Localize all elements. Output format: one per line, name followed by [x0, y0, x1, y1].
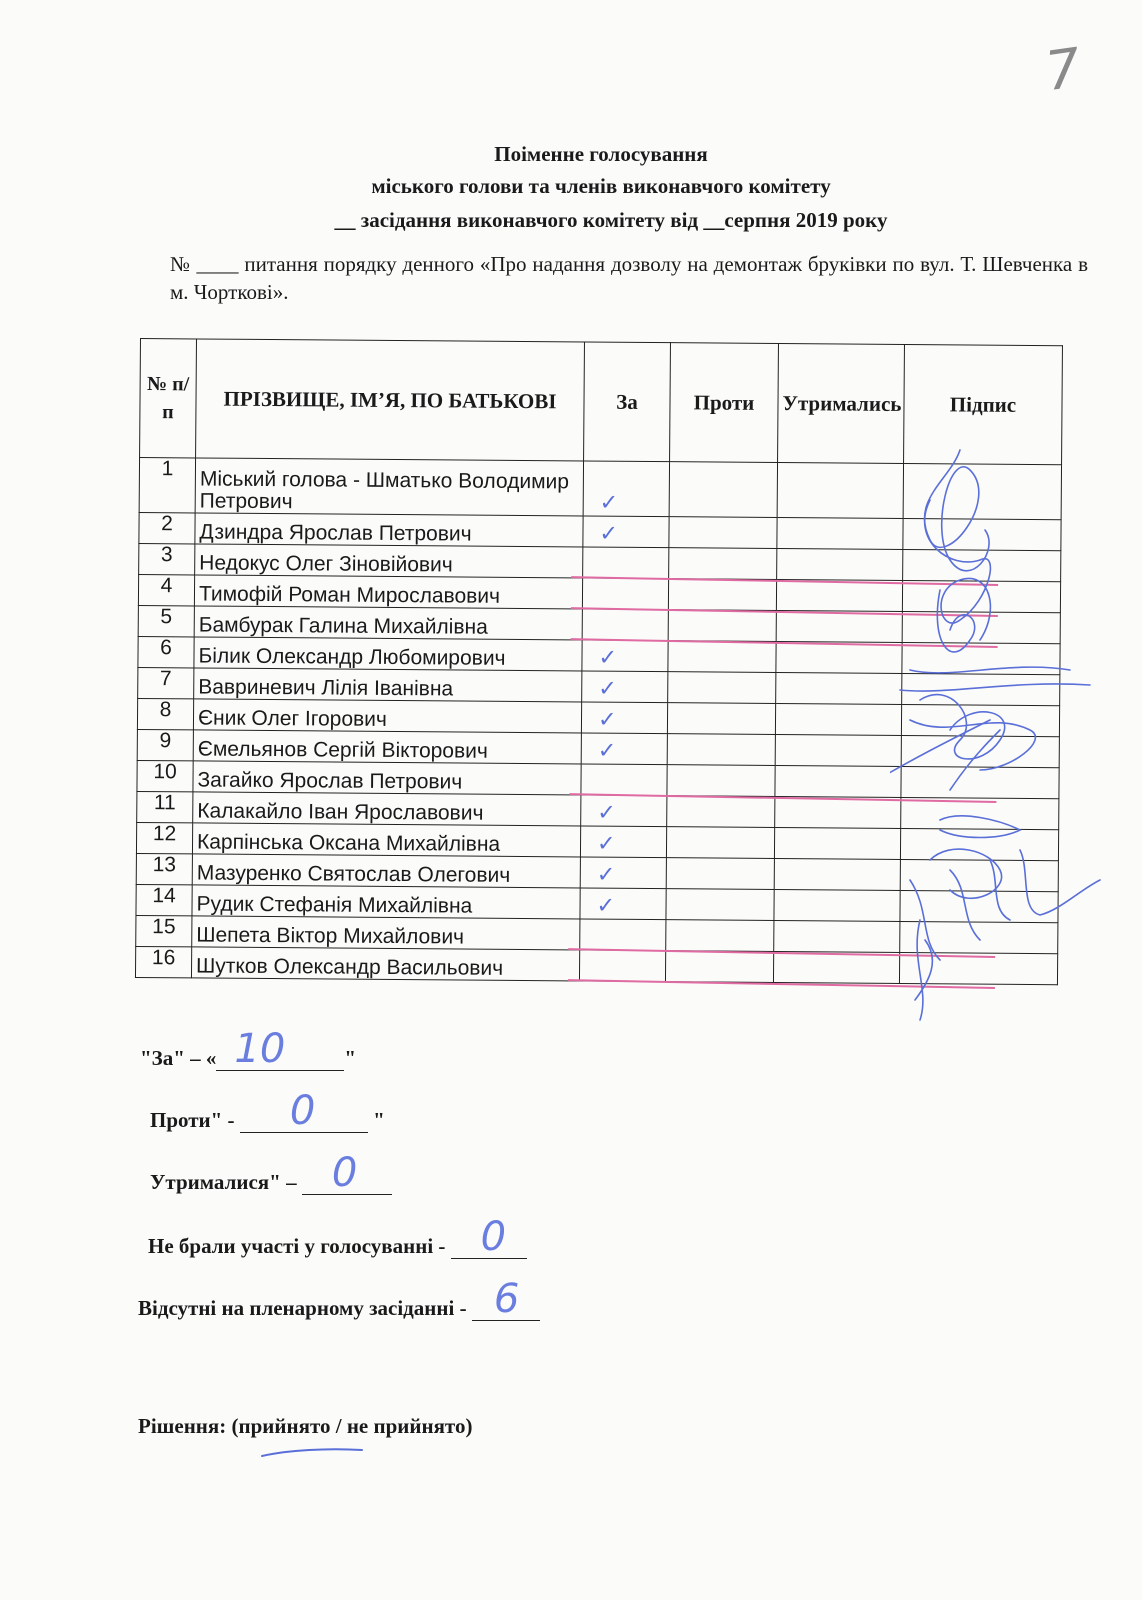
vote-for-cell [583, 547, 669, 579]
member-name: Калакайло Іван Ярославович [193, 792, 581, 826]
header-num: № п/п [140, 339, 197, 458]
member-name: Мазуренко Святослав Олегович [192, 854, 580, 888]
tally-against-label: Проти" - [150, 1108, 240, 1132]
row-number: 1 [139, 458, 195, 513]
row-number: 3 [139, 543, 195, 574]
vote-abstained-cell [775, 797, 901, 829]
page-number: 7 [1041, 35, 1085, 104]
vote-abstained-cell [774, 920, 900, 952]
signature-cell [903, 518, 1061, 550]
vote-for-cell [582, 640, 668, 672]
tally-absent-blank [472, 1276, 540, 1322]
tally-abstained-label: Утрималися" – [150, 1170, 302, 1194]
tally-absent-value: 6 [493, 1276, 520, 1322]
vote-for-cell [580, 826, 666, 858]
vote-for-cell [581, 733, 667, 765]
row-number: 6 [138, 636, 194, 667]
vote-for-cell [583, 516, 669, 548]
row-number: 10 [137, 760, 193, 791]
check-icon: ✓ [598, 644, 618, 670]
row-number: 4 [138, 574, 194, 605]
tally-absent-label: Відсутні на пленарному засіданні - [138, 1296, 472, 1320]
agenda-question: № ____ питання порядку денного «Про надання дозволу на демонтаж бруківки по вул. Т. Шевченка в м. Чорткові». [170, 252, 1088, 304]
tally-abstained-value: 0 [331, 1150, 358, 1196]
check-icon: ✓ [597, 706, 617, 732]
tally-against-label-end: " [367, 1108, 385, 1132]
signature-cell [900, 828, 1058, 860]
member-name: Шепета Віктор Михайлович [192, 916, 580, 950]
check-icon: ✓ [597, 737, 617, 763]
vote-abstained-cell [776, 580, 902, 612]
check-icon: ✓ [598, 675, 617, 701]
vote-abstained-cell [776, 642, 902, 674]
vote-abstained-cell [777, 518, 903, 550]
vote-abstained-cell [776, 611, 902, 643]
header-name: ПРІЗВИЩЕ, ІМ’Я, ПО БАТЬКОВІ [196, 339, 585, 461]
vote-against-cell [669, 462, 777, 518]
vote-abstained-cell [773, 951, 899, 983]
member-name: Недокус Олег Зіновійович [195, 544, 583, 578]
tally-against-value: 0 [289, 1088, 316, 1134]
vote-against-cell [666, 858, 774, 890]
vote-against-cell [666, 920, 774, 952]
signature-cell [901, 704, 1059, 736]
member-name: Білик Олександр Любомирович [194, 637, 582, 671]
vote-for-cell [580, 919, 666, 951]
tally-against-blank [240, 1088, 368, 1134]
vote-against-cell [667, 765, 775, 797]
vote-table [135, 338, 1063, 985]
vote-against-cell [668, 579, 776, 611]
vote-abstained-cell [774, 889, 900, 921]
document-subtitle: міського голови та членів виконавчого комітету [371, 174, 831, 198]
vote-abstained-cell [774, 827, 900, 859]
row-number: 16 [135, 946, 191, 977]
vote-for-cell [582, 609, 668, 641]
vote-for-cell [582, 671, 668, 703]
header-for: За [584, 342, 671, 462]
session-line: __ засідання виконавчого комітету від __серпня 2019 року [334, 208, 888, 232]
vote-against-cell [668, 641, 776, 673]
check-icon: ✓ [599, 489, 619, 515]
check-icon: ✓ [596, 830, 616, 856]
tally-not-voting-label: Не брали участі у голосуванні - [148, 1234, 451, 1258]
header-against: Проти [670, 343, 779, 463]
vote-for-cell [582, 578, 668, 610]
tally-for-label: "За" – « [140, 1046, 217, 1070]
row-number: 12 [136, 822, 192, 853]
signature-cell [902, 673, 1060, 705]
member-name: Ємельянов Сергій Вікторович [193, 730, 581, 764]
vote-against-cell [666, 889, 774, 921]
tally-for-value: 10 [234, 1026, 286, 1072]
row-number: 13 [136, 853, 192, 884]
vote-for-cell [580, 857, 666, 889]
decision-underline [258, 1444, 368, 1464]
member-name: Карпінська Оксана Михайлівна [192, 823, 580, 857]
member-name: Тимофій Роман Мирославович [194, 575, 582, 609]
vote-abstained-cell [775, 704, 901, 736]
table-row [139, 458, 1061, 520]
row-number: 14 [136, 884, 192, 915]
row-number: 7 [138, 667, 194, 698]
vote-abstained-cell [776, 673, 902, 705]
member-name: Рудик Стефанія Михайлівна [192, 885, 580, 919]
vote-against-cell [667, 703, 775, 735]
tally-not-voting [148, 1214, 527, 1260]
signature-cell [900, 890, 1058, 922]
signature-cell [903, 464, 1061, 520]
header-abstained: Утримались [778, 344, 905, 464]
tally-abstained-blank [302, 1150, 392, 1196]
signature-cell [900, 859, 1058, 891]
member-name: Загайко Ярослав Петрович [193, 761, 581, 795]
vote-against-cell [669, 517, 777, 549]
vote-for-cell [581, 702, 667, 734]
vote-against-cell [666, 827, 774, 859]
signature-cell [901, 735, 1059, 767]
vote-against-cell [667, 734, 775, 766]
member-name: Дзиндра Ярослав Петрович [195, 513, 583, 547]
member-name: Вавриневич Лілія Іванівна [194, 668, 582, 702]
row-number: 11 [137, 791, 193, 822]
member-name: Шутков Олександр Васильович [191, 947, 579, 981]
check-icon: ✓ [599, 520, 619, 546]
tally-for-label-end: " [344, 1046, 357, 1070]
row-number: 5 [138, 605, 194, 636]
row-number: 2 [139, 512, 195, 543]
document-title: Поіменне голосування [494, 142, 708, 166]
vote-for-cell [583, 461, 669, 517]
vote-against-cell [668, 672, 776, 704]
member-name: Міський голова - Шматько Володимир Петрович [195, 458, 583, 516]
tally-not-voting-blank [451, 1214, 527, 1260]
signature-cell [903, 549, 1061, 581]
tally-for [140, 1026, 357, 1072]
table-header-row [140, 339, 1063, 465]
member-name: Бамбурак Галина Михайлівна [194, 606, 582, 640]
vote-for-cell [579, 950, 665, 982]
vote-for-cell [581, 795, 667, 827]
header-signature: Підпис [904, 345, 1063, 465]
row-number: 15 [136, 915, 192, 946]
vote-against-cell [669, 548, 777, 580]
vote-abstained-cell [774, 858, 900, 890]
member-name: Єник Олег Ігорович [193, 699, 581, 733]
signature-cell [900, 921, 1058, 953]
tally-abstained [150, 1150, 392, 1196]
vote-abstained-cell [775, 735, 901, 767]
signature-cell [901, 766, 1059, 798]
vote-for-cell [581, 764, 667, 796]
vote-for-cell [580, 888, 666, 920]
tally-against [150, 1088, 385, 1134]
vote-abstained-cell [775, 766, 901, 798]
vote-abstained-cell [777, 549, 903, 581]
vote-against-cell [667, 796, 775, 828]
tally-for-blank [216, 1026, 344, 1072]
vote-against-cell [668, 610, 776, 642]
vote-against-cell [665, 951, 773, 983]
row-number: 8 [137, 698, 193, 729]
check-icon: ✓ [596, 861, 616, 887]
vote-table-wrap [135, 338, 1062, 985]
vote-abstained-cell [777, 463, 903, 519]
check-icon: ✓ [596, 892, 616, 918]
decision-line: Рішення: (прийнято / не прийнято) [138, 1414, 473, 1438]
tally-not-voting-value: 0 [480, 1214, 507, 1260]
table-row [135, 946, 1057, 984]
check-icon: ✓ [597, 799, 616, 825]
tally-absent [138, 1276, 540, 1322]
row-number: 9 [137, 729, 193, 760]
